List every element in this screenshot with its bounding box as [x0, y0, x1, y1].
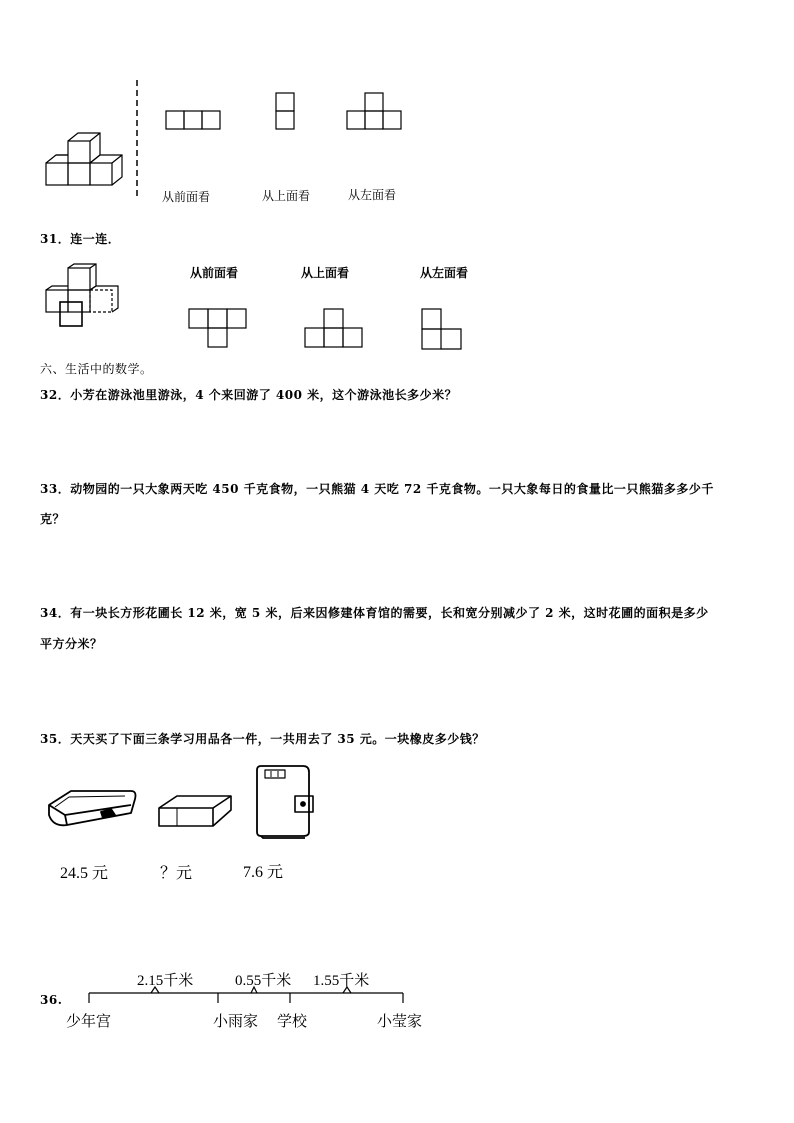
q31-top-view-shape[interactable]	[304, 308, 364, 348]
pencil-case-price: 24.5 元	[60, 865, 109, 882]
q32-text: 32．小芳在游泳池里游泳，4 个来回游了 400 米，这个游泳池长多少米？	[40, 388, 458, 402]
distance-label-1: 2.15千米	[137, 973, 194, 989]
q33-line2: 克？	[40, 512, 66, 526]
top-view-shape	[275, 92, 295, 130]
top-view-label: 从上面看	[262, 189, 311, 203]
place-xiaoyu-home: 小雨家	[213, 1014, 259, 1030]
q31-front-view-shape[interactable]	[188, 308, 248, 348]
place-youth-palace: 少年宫	[66, 1014, 112, 1030]
cube-solid-figure	[40, 125, 130, 190]
eraser-icon	[155, 792, 235, 832]
distance-label-2: 0.55千米	[235, 973, 292, 989]
q31-left-view-shape[interactable]	[421, 308, 465, 350]
front-view-shape	[165, 110, 221, 130]
q35-text: 35．天天买了下面三条学习用品各一件，一共用去了 35 元。一块橡皮多少钱？	[40, 732, 485, 746]
q31-top-label: 从上面看	[301, 266, 350, 280]
q33-line1: 33．动物园的一只大象两天吃 450 千克食物，一只熊猫 4 天吃 72 千克食物。一只大象每日的食量比一只熊猫多多少千	[40, 482, 714, 496]
q36-number: 36.	[40, 993, 63, 1007]
q31-solid-figure	[40, 262, 125, 330]
front-view-label: 从前面看	[162, 190, 211, 204]
notebook-icon	[253, 762, 315, 840]
notebook-price: 7.6 元	[243, 864, 284, 881]
section-6-heading: 六、生活中的数学。	[40, 362, 153, 376]
place-school: 学校	[277, 1014, 308, 1030]
dashed-divider	[135, 80, 139, 200]
pencil-case-icon	[45, 785, 140, 833]
eraser-price: ？元	[160, 865, 193, 882]
q34-line2: 平方分米？	[40, 637, 103, 651]
place-xiaoying-home: 小莹家	[377, 1014, 423, 1030]
left-view-shape	[346, 92, 402, 130]
q31-title: 31．连一连．	[40, 232, 121, 246]
q31-front-label: 从前面看	[190, 266, 239, 280]
distance-label-3: 1.55千米	[313, 973, 370, 989]
q34-line1: 34．有一块长方形花圃长 12 米，宽 5 米，后来因修建体育馆的需要，长和宽分别减少了 2 米，这时花圃的面积是多少	[40, 606, 709, 620]
q31-left-label: 从左面看	[420, 266, 469, 280]
left-view-label: 从左面看	[348, 188, 397, 202]
